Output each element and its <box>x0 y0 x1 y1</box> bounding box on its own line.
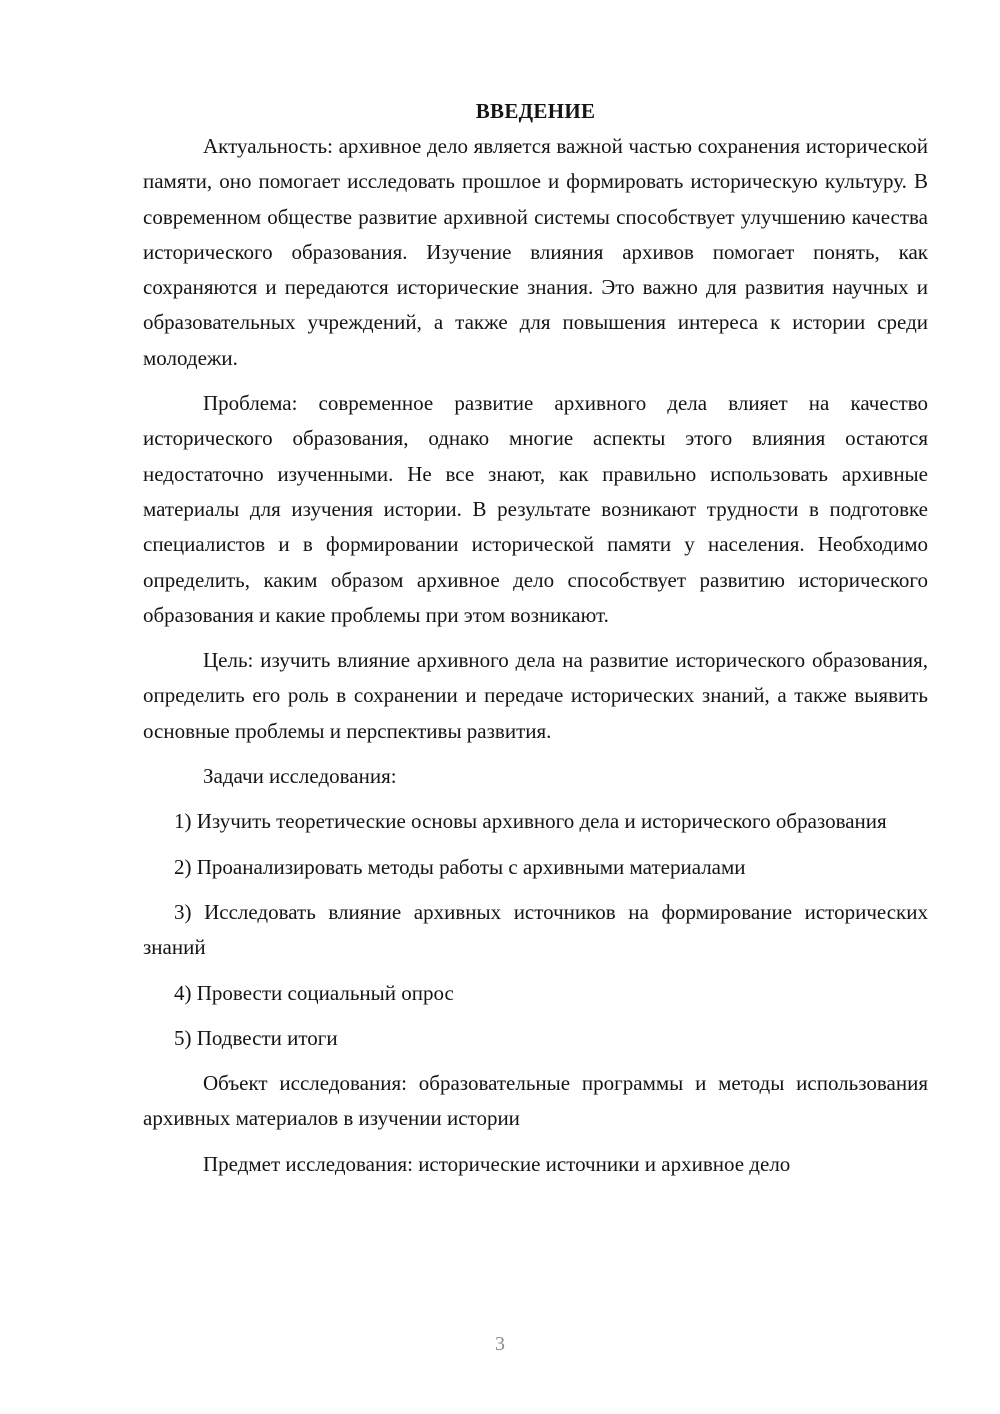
page-number: 3 <box>495 1333 505 1355</box>
goal-paragraph: Цель: изучить влияние архивного дела на развитие исторического образования, определить его роль в сохранении и передаче исторических знаний, а также выявить основные проблемы и перспективы развития. <box>143 648 928 743</box>
object-paragraph: Объект исследования: образовательные программы и методы использования архивных материалов в изучении истории <box>143 1071 928 1131</box>
problem-paragraph: Проблема: современное развитие архивного дела влияет на качество исторического образования, однако многие аспекты этого влияния остаются недостаточно изученными. Не все знают, как правильно использовать архивные материалы для изучения истории. В результате возникают трудности в подготовке специалистов и в формировании исторической памяти у населения. Необходимо определить, каким образом архивное дело способствует развитию исторического образования и какие проблемы при этом возникают. <box>143 391 928 627</box>
document-page <box>143 94 928 1182</box>
task-item: 1) Изучить теоретические основы архивного дела и исторического образования <box>174 809 887 834</box>
task-item: 5) Подвести итоги <box>174 1025 338 1050</box>
tasks-heading: Задачи исследования: <box>203 764 397 789</box>
task-item: 2) Проанализировать методы работы с архивными материалами <box>174 854 746 879</box>
section-title: ВВЕДЕНИЕ <box>475 99 596 123</box>
task-item: 4) Провести социальный опрос <box>174 980 454 1005</box>
relevance-paragraph: Актуальность: архивное дело является важной частью сохранения исторической памяти, оно помогает исследовать прошлое и формировать историческую культуру. В современном обществе развитие архивной системы способствует улучшению качества исторического образования. Изучение влияния архивов помогает понять, как сохраняются и передаются исторические знания. Это важно для развития научных и образовательных учреждений, а также для повышения интереса к истории среди молодежи. <box>143 134 928 370</box>
subject-paragraph: Предмет исследования: исторические источники и архивное дело <box>203 1151 791 1176</box>
task-item: 3) Исследовать влияние архивных источников на формирование исторических знаний <box>143 899 928 960</box>
